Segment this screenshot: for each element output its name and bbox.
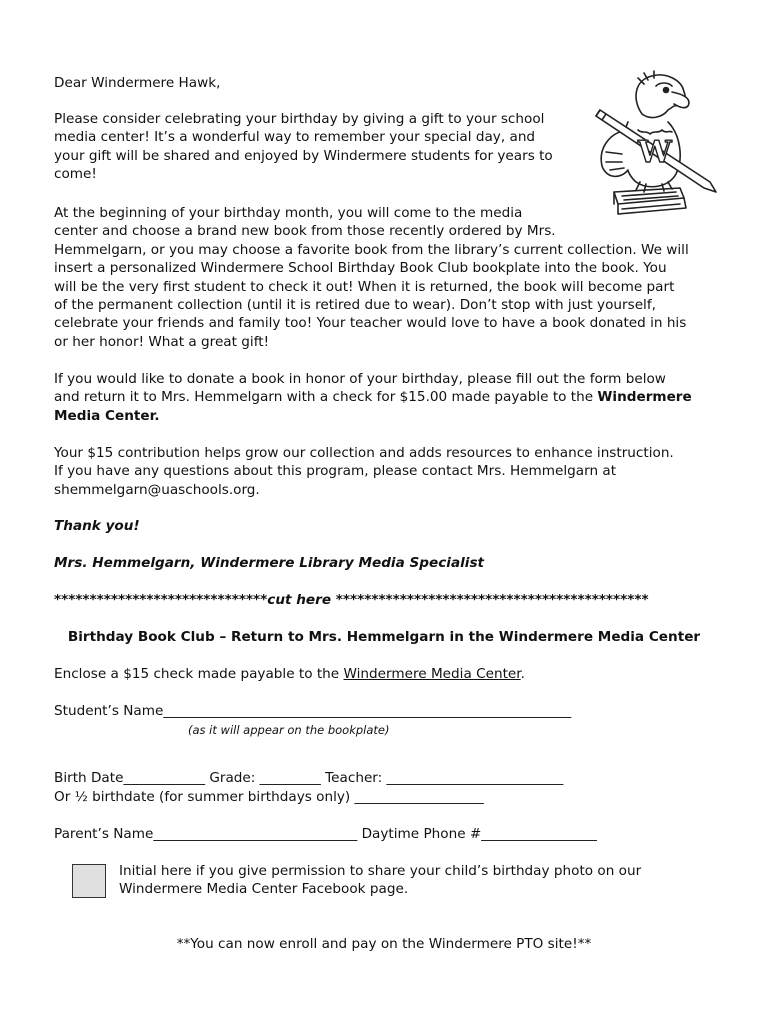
paragraph-3 xyxy=(54,370,692,425)
cut-line: ******************************cut here ******************************************** xyxy=(54,592,649,608)
contact-email: shemmelgarn@uaschools.org. xyxy=(54,481,260,498)
paragraph-1 xyxy=(54,110,553,184)
p3-line: and return it to Mrs. Hemmelgarn with a check for $15.00 made payable to the xyxy=(54,389,598,406)
pto-notice: **You can now enroll and pay on the Windermere PTO site!** xyxy=(176,936,592,952)
svg-text:W: W xyxy=(638,135,672,170)
student-name-field[interactable] xyxy=(54,702,571,720)
photo-permission-text: Initial here if you give permission to share your child’s birthday photo on our Windermere Media Center Facebook page. xyxy=(119,863,642,898)
p1-line: media center! It’s a wonderful way to remember your special day, and xyxy=(54,129,536,146)
p4-line: Your $15 contribution helps grow our collection and adds resources to enhance instruction. xyxy=(54,445,674,461)
p2-line: insert a personalized Windermere School Birthday Book Club bookplate into the book. You xyxy=(54,260,667,277)
p3-line: If you would like to donate a book in honor of your birthday, please fill out the form below xyxy=(54,371,666,387)
half-birthdate-field[interactable]: Or ½ birthdate (for summer birthdays only) ___________________ xyxy=(54,789,484,805)
hawk-mascot-icon xyxy=(592,70,722,220)
paragraph-2 xyxy=(54,204,689,351)
payee-name-cont: Media Center. xyxy=(54,407,160,424)
form-heading: Birthday Book Club – Return to Mrs. Hemmelgarn in the Windermere Media Center xyxy=(67,629,701,645)
thank-you: Thank you! xyxy=(54,518,140,534)
enclose-instruction: Enclose a $15 check made payable to the Windermere Media Center. xyxy=(54,666,525,682)
parent-phone-fields[interactable]: Parent’s Name______________________________ Daytime Phone #_________________ xyxy=(54,826,597,842)
p2-line: or her honor! What a great gift! xyxy=(54,333,270,350)
payee-underlined: Windermere Media Center xyxy=(343,666,521,682)
greeting: Dear Windermere Hawk, xyxy=(54,75,221,91)
p4-line: If you have any questions about this program, please contact Mrs. Hemmelgarn at xyxy=(54,463,617,480)
p2-line: Hemmelgarn, or you may choose a favorite book from the library’s current collection. We will xyxy=(54,241,689,258)
bookplate-note: (as it will appear on the bookplate) xyxy=(188,723,390,737)
paragraph-4 xyxy=(54,444,674,499)
student-name-line[interactable]: ____________________________________________________________ xyxy=(163,703,572,719)
signature: Mrs. Hemmelgarn, Windermere Library Media Specialist xyxy=(54,555,485,571)
p1-line: your gift will be shared and enjoyed by Windermere students for years to xyxy=(54,147,553,164)
p1-line: come! xyxy=(54,166,97,183)
birth-date-grade-teacher-fields[interactable]: Birth Date____________ Grade: _________ Teacher: __________________________ xyxy=(54,770,564,786)
p2-line: center and choose a brand new book from those recently ordered by Mrs. xyxy=(54,223,556,240)
p2-line: will be the very first student to check it out! When it is returned, the book will become part xyxy=(54,278,675,295)
p2-line: of the permanent collection (until it is retired due to wear). Don’t stop with just yourself, xyxy=(54,297,656,314)
payee-name: Windermere xyxy=(597,389,692,406)
cut-here-label: cut here xyxy=(267,592,332,608)
p1-line: Please consider celebrating your birthday by giving a gift to your school xyxy=(54,111,545,127)
p2-line: celebrate your friends and family too! Your teacher would love to have a book donated in his xyxy=(54,315,687,332)
student-name-label: Student’s Name xyxy=(54,703,164,719)
p2-line: At the beginning of your birthday month, you will come to the media xyxy=(54,205,523,221)
photo-permission-initial-box[interactable] xyxy=(72,864,106,898)
